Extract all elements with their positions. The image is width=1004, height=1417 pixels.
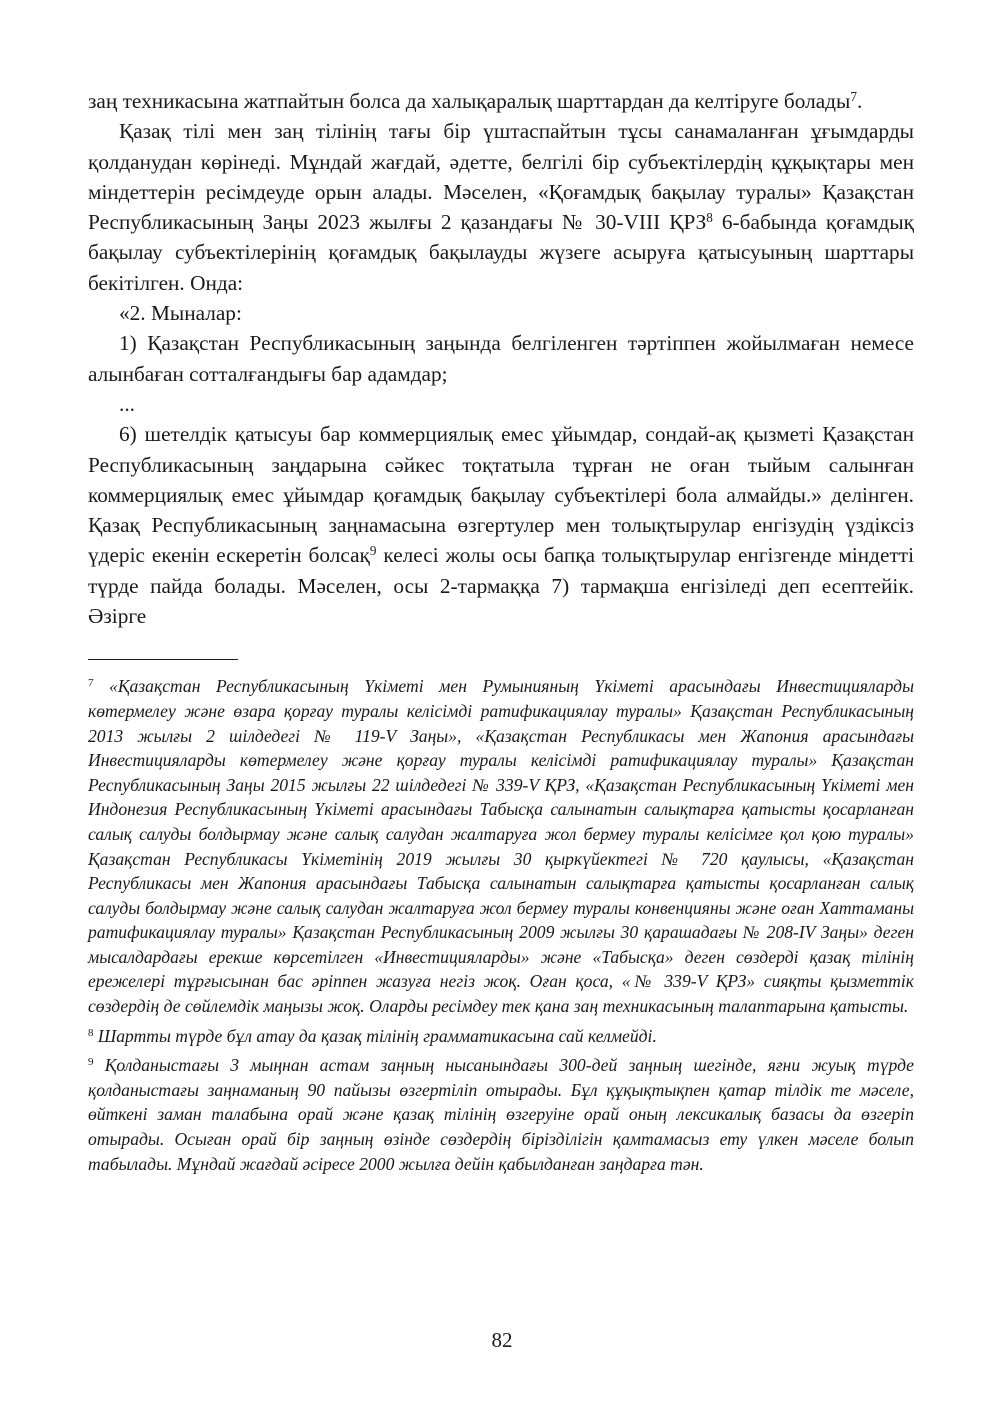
main-text (88, 86, 914, 631)
paragraph-1: заң техникасына жатпайтын болса да халықаралық шарттардан да келтіруге болады$^7$. (88, 88, 863, 113)
footnote-7: $^7$ «Қазақстан Республикасының Үкіметі мен Румынияның Үкіметі арасындағы Инвестицияларды көтермелеу және өзара қорғау туралы келісімді ратификациялау туралы» Қазақстан Республикасының 2013 жылғы 2 шілдедегі № 119-V Заңы», «Қазақстан Республикасы мен Жапония арасындағы Инвестицияларды көтермелеу және қорғау туралы келісімді ратификациялау туралы» Қазақстан Республикасының Заңы 2015 жылғы 22 шілдедегі № 339-V ҚРЗ, «Қазақстан Республикасының Үкіметі мен Индонезия Республикасының Үкіметі арасындағы Табысқа салынатын салықтарға қатысты қосарланған салық салуды болдырмау және салық салудан жалтаруға жол бермеу туралы келісімге қол қою туралы» Қазақстан Республикасы Үкіметінің 2019 жылғы 30 қыркүйектегі № 720 қаулысы, «Қазақстан Республикасы мен Жапония арасындағы Табысқа салынатын салықтарға қатысты қосарланған салық салуды болдырмау және салық салудан жалтаруға жол бермеу туралы конвенцияны және оған Хаттаманы ратификациялау туралы» Қазақстан Республикасының 2009 жылғы 30 қарашадағы № 208-IV Заңы» деген мысалдардағы ерекше көрсетілген «Инвестицияларды» және «Табысқа» деген сөздерді қазақ тілінің ережелері тұрғысынан бас әріппен жазуға негіз жоқ. Оған қоса, «№ 339-V ҚРЗ» сияқты қызметтік сөздердің де сөйлемдік маңызы жоқ. Оларды ресімдеу тек қана заң техникасының талаптарына қатысты. (88, 676, 914, 1017)
footnote-number: 8 (88, 1026, 94, 1039)
footnote-ref-7[interactable]: 7 (850, 88, 857, 104)
footnote-8: $^8$ Шартты түрде бұл атау да қазақ тілінің грамматикасына сай келмейді. (88, 1025, 657, 1046)
footnote-9: $^9$ Қолданыстағы 3 мыңнан астам заңның нысанындағы 300-дей заңның шегінде, яғни жуық түрде қолданыстағы заңнаманың 90 пайызы өзгертіліп отырады. Бұл құқықтықпен қатар тілдік те мәселе, өйткені заман талабына орай және қазақ тілінің өзгеруіне орай оның лексикалық базасы да өзгеріп отырады. Осыған орай бір заңның өзінде сөздердің бірізділігін қамтамасыз ету үлкен мәселе болып табылады. Мұндай жағдай әсіресе 2000 жылға дейін қабылданған заңдарға тән. (88, 1055, 914, 1174)
footnote-number: 9 (88, 1056, 94, 1069)
list-item-1: 1) Қазақстан Республикасының заңында белгіленген тәртіппен жойылмаған немесе алынбаған сотталғандығы бар адамдар; (88, 331, 914, 386)
paragraph-2: Қазақ тілі мен заң тілінің тағы бір үштаспайтын тұсы санамаланған ұғымдарды қолданудан көрінеді. Мұндай жағдай, әдетте, белгілі бір субъектілердің құқықтары мен міндеттерін ресімдеуде орын алады. Мәселен, «Қоғамдық бақылау туралы» Қазақстан Республикасының Заңы 2023 жылғы 2 қазандағы № 30-VIII ҚРЗ$^8$ 6-бабында қоғамдық бақылау субъектілерінің қоғамдық бақылауды жүзеге асыруға қатысуының шарттары бекітілген. Онда: (88, 119, 914, 295)
document-page (88, 86, 914, 1181)
footnote-separator (88, 659, 238, 660)
footnote-number: 7 (88, 677, 94, 690)
ellipsis: ... (119, 391, 135, 416)
page-number: 82 (491, 1328, 513, 1352)
footnote-ref-9[interactable]: 9 (369, 543, 377, 559)
footnote-ref-8[interactable]: 8 (706, 209, 713, 225)
footnotes (88, 674, 914, 1176)
list-item-6: 6) шетелдік қатысуы бар коммерциялық емес ұйымдар, сондай-ақ қызметі Қазақстан Республикасының заңдарына сәйкес тоқтатыла тұрған не оған тыйым салынған коммерциялық емес ұйымдар қоғамдық бақылау субъектілері бола алмайды.» делінген. Қазақ Республикасының заңнамасына өзгертулер мен толықтырулар енгізудің үздіксіз үдеріс екенін ескеретін болсақ$^9$ келесі жолы осы бапқа толықтырулар енгізгенде міндетті түрде пайда болады. Мәселен, осы 2-тармаққа 7) тармақша енгізіледі деп есептейік. Әзірге (88, 422, 914, 629)
quote-intro: «2. Мыналар: (119, 301, 242, 326)
